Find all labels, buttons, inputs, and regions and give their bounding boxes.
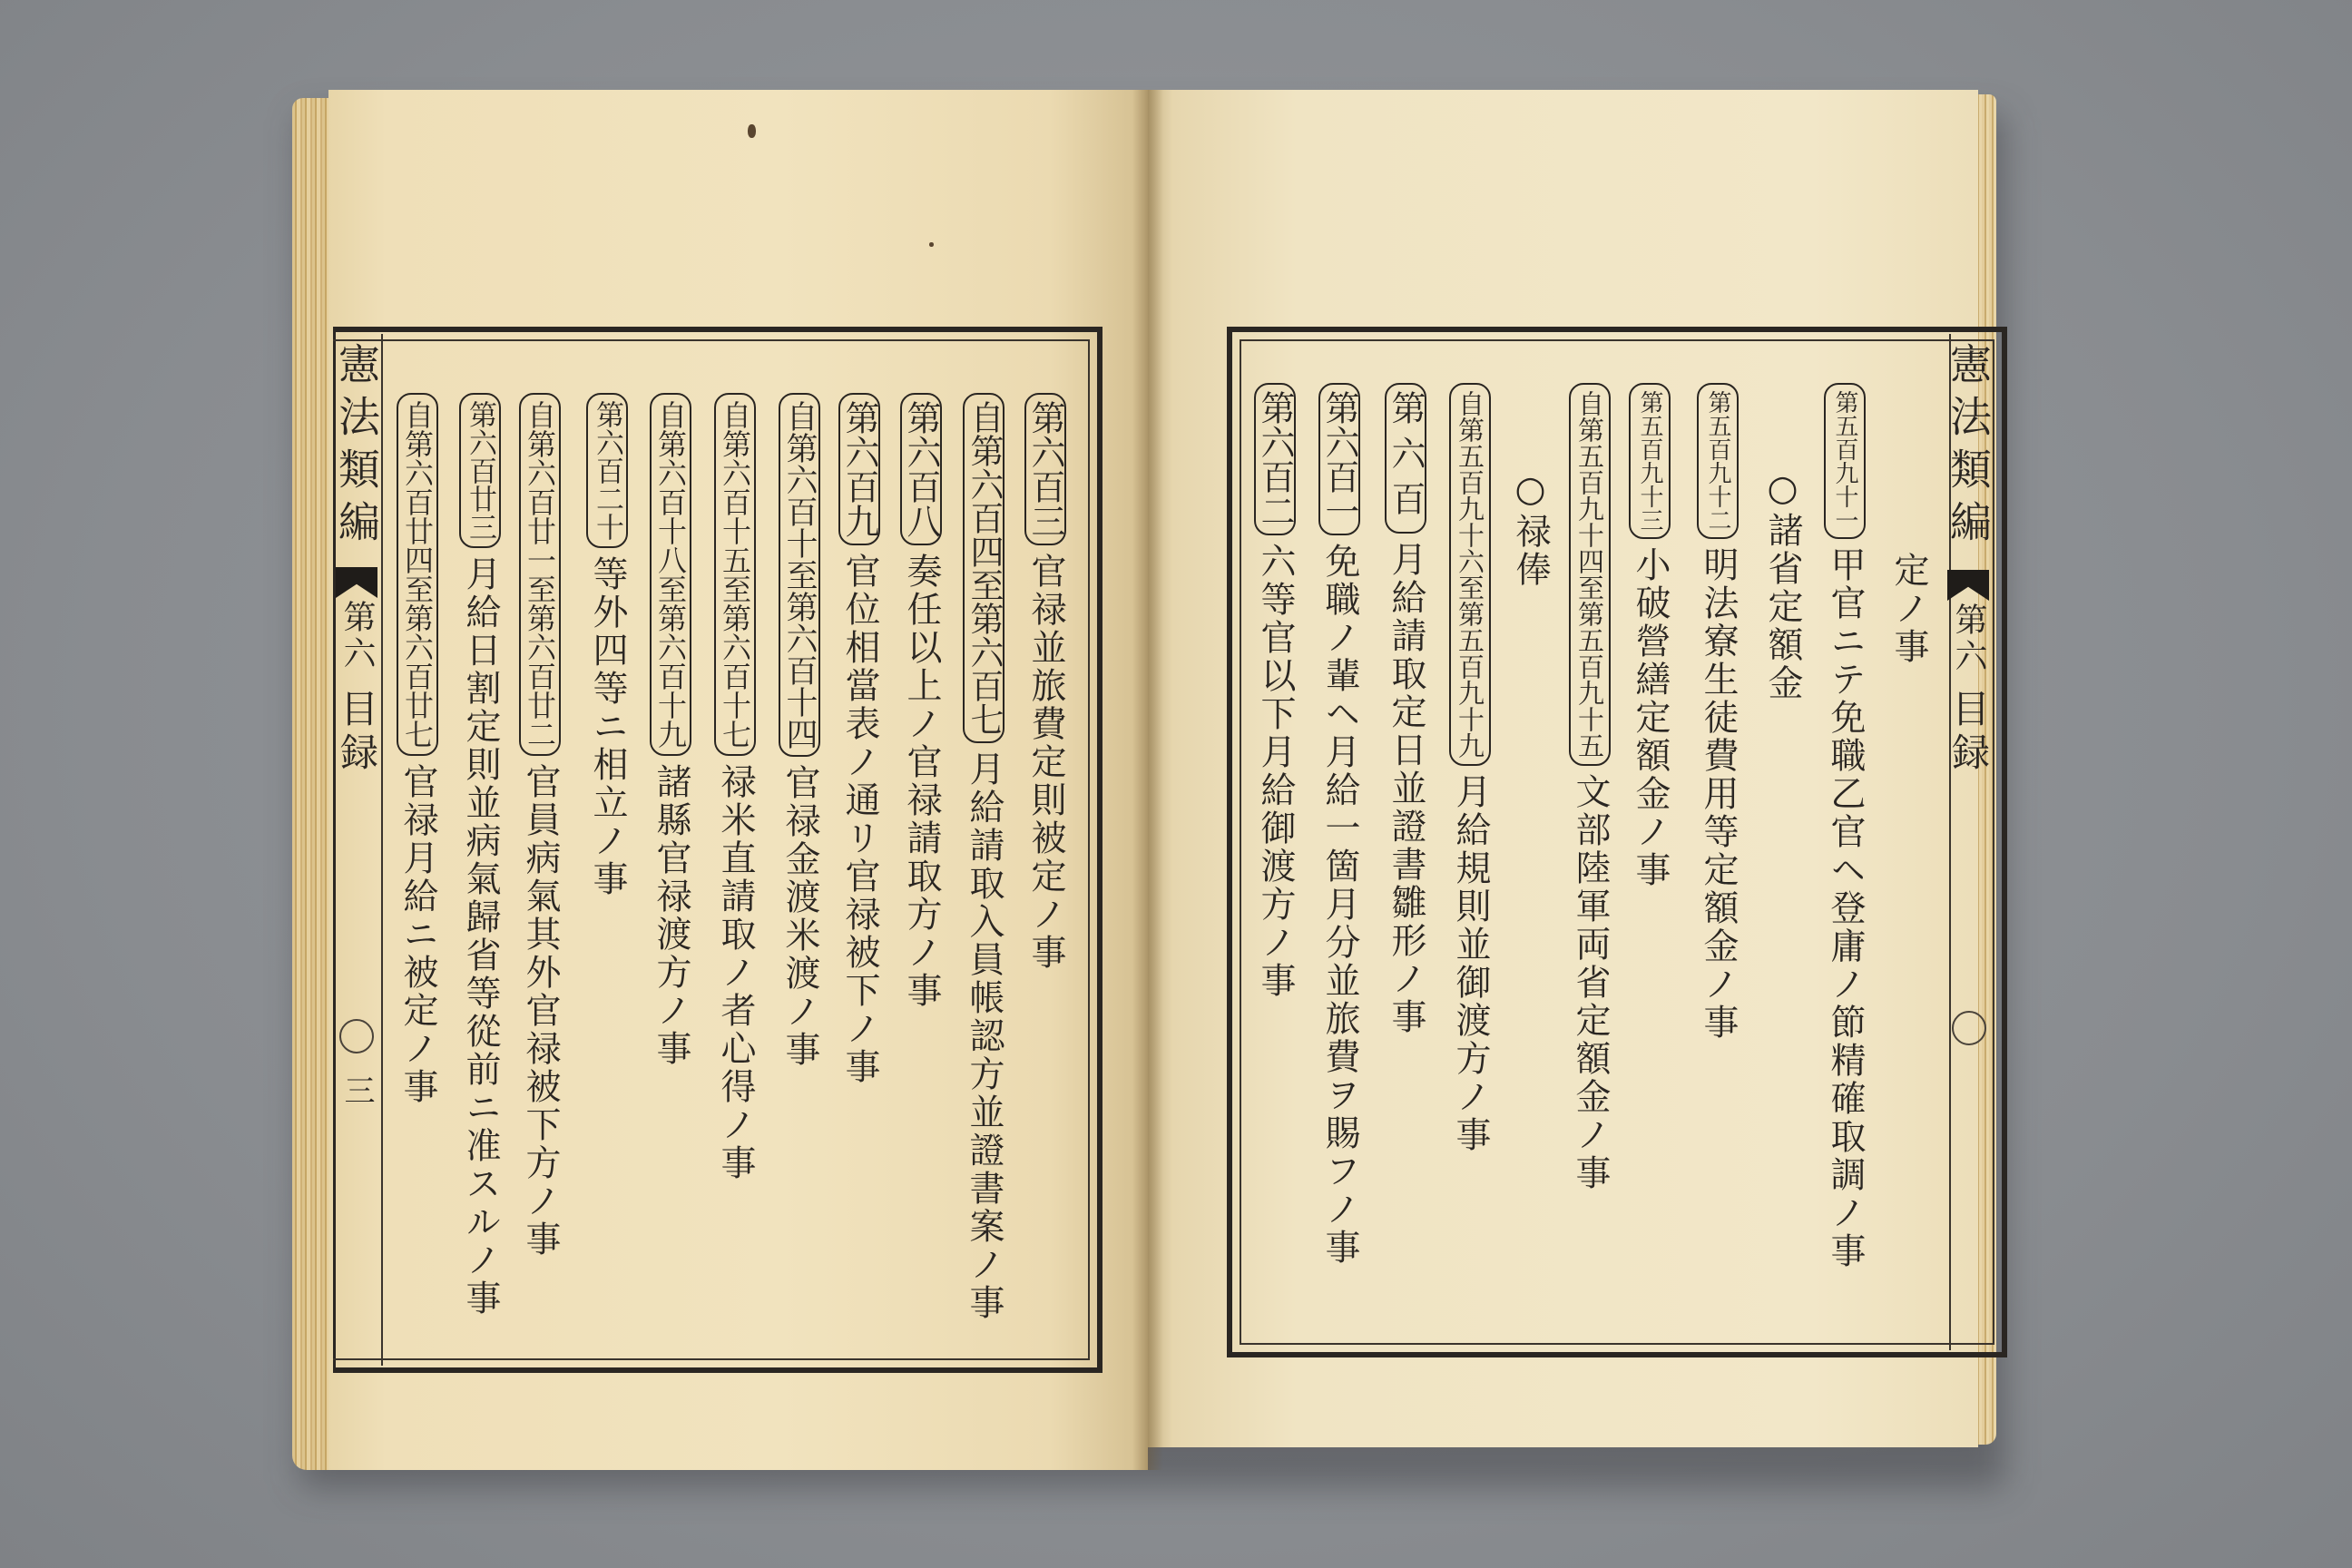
entry-title: 小破營繕定額金ノ事 [1630, 546, 1671, 889]
running-head-title [334, 342, 379, 553]
entry-number-tag: 自第六百廿四至第六百廿七 [397, 393, 438, 756]
continued-entry [1881, 552, 1936, 666]
entry-number-tag: 第六百九 [838, 393, 880, 545]
entry-number-tag: 自第六百廿一至第六百廿二 [519, 393, 561, 756]
entry-title: 月給請取定日並證書雛形ノ事 [1386, 541, 1426, 1036]
book-gutter [1132, 90, 1163, 1470]
running-head-title [1945, 342, 1991, 553]
right-page [1148, 90, 1993, 1447]
toc-entry [1248, 383, 1302, 1000]
toc-entry [1312, 383, 1367, 1267]
toc-entry [1378, 383, 1433, 1036]
toc-entry [643, 393, 698, 1068]
running-head-volume-text: 第六 [338, 600, 376, 672]
running-head-section [334, 689, 379, 776]
running-head-title-text: 憲法類編 [332, 342, 381, 553]
circle-mark [339, 1019, 374, 1054]
running-head-title-text: 憲法類編 [1944, 342, 1993, 553]
toc-entry [956, 393, 1011, 1322]
entry-title: 月給請取入員帳認方並證書案ノ事 [964, 750, 1004, 1322]
entry-title: 官員病氣其外官禄被下方ノ事 [520, 763, 561, 1259]
running-head-volume [334, 600, 379, 672]
entry-title: 官禄金渡米渡ノ事 [779, 764, 820, 1069]
entry-number-tag: 第五百九十一 [1824, 383, 1866, 539]
page-number-text: 三 [338, 1074, 375, 1105]
toc-entry [513, 393, 567, 1259]
toc-entry [390, 393, 445, 1106]
running-head-volume-text: 第六 [1950, 603, 1987, 675]
toc-entry [708, 393, 762, 1182]
toc-entry [1622, 383, 1677, 889]
entry-number-tag: 第六百廿三 [459, 393, 501, 548]
toc-entry [1443, 383, 1497, 1154]
entry-number-tag: 自第六百十至第六百十四 [779, 393, 820, 757]
section-heading [1503, 469, 1557, 589]
toc-entry [1690, 383, 1745, 1042]
entry-number-tag: 第六百一 [1318, 383, 1360, 535]
entry-title: 六等官以下月給御渡方ノ事 [1255, 543, 1296, 1000]
running-head-divider [381, 334, 383, 1366]
ink-spot [929, 242, 934, 247]
ink-spot [748, 124, 756, 138]
running-head-section-text: 目録 [335, 689, 379, 776]
entry-title: 月給日割定則並病氣歸省等從前ニ准スルノ事 [460, 555, 501, 1318]
running-head-section [1945, 689, 1991, 776]
running-head-volume [1945, 603, 1991, 675]
entry-number-tag: 第六百 [1385, 383, 1426, 534]
toc-entry [1563, 383, 1617, 1192]
entry-title: 免職ノ輩ヘ月給一箇月分並旅費ヲ賜フノ事 [1319, 543, 1360, 1267]
toc-entry [1018, 393, 1073, 972]
left-page [328, 90, 1148, 1470]
toc-entry [772, 393, 827, 1069]
entry-title: 明法寮生徒費用等定額金ノ事 [1698, 546, 1739, 1042]
toc-entry [453, 393, 507, 1318]
entry-number-tag: 第五百九十三 [1629, 383, 1671, 539]
entry-number-tag: 自第六百十八至第六百十九 [650, 393, 691, 756]
section-heading-text: ○諸省定額金 [1762, 468, 1803, 702]
entry-title: 禄米直請取ノ者心得ノ事 [715, 763, 756, 1182]
running-head-section-text: 目録 [1946, 689, 1991, 776]
entry-number-tag: 自第六百十五至第六百十七 [714, 393, 756, 756]
entry-title: 官禄並旅費定則被定ノ事 [1025, 553, 1066, 972]
entry-number-tag: 自第六百四至第六百七 [963, 393, 1004, 743]
entry-title: 甲官ニテ免職乙官ヘ登庸ノ節精確取調ノ事 [1825, 546, 1866, 1270]
entry-title: 官禄月給ニ被定ノ事 [397, 763, 438, 1106]
toc-entry [894, 393, 948, 1010]
entry-title: 奏任以上ノ官禄請取方ノ事 [901, 553, 942, 1010]
page-number [334, 1074, 379, 1105]
toc-entry [832, 393, 887, 1086]
toc-entry [580, 393, 634, 898]
entry-number-tag: 第六百三 [1024, 393, 1066, 545]
entry-title: 等外四等ニ相立ノ事 [587, 555, 628, 898]
continued-text: 定ノ事 [1888, 552, 1929, 666]
section-heading-text: ○禄俸 [1510, 469, 1551, 589]
entry-number-tag: 第六百八 [900, 393, 942, 545]
entry-title: 諸縣官禄渡方ノ事 [651, 763, 691, 1068]
entry-title: 月給規則並御渡方ノ事 [1450, 773, 1491, 1154]
entry-title: 官位相當表ノ通リ官禄被下ノ事 [839, 553, 880, 1086]
entry-number-tag: 第六百二 [1254, 383, 1296, 535]
circle-mark [1952, 1011, 1986, 1045]
entry-number-tag: 自第五百九十六至第五百九十九 [1449, 383, 1491, 766]
entry-number-tag: 第六百二十 [586, 393, 628, 548]
toc-entry [1818, 383, 1872, 1270]
entry-title: 文部陸軍両省定額金ノ事 [1570, 773, 1611, 1192]
entry-number-tag: 自第五百九十四至第五百九十五 [1569, 383, 1611, 766]
entry-number-tag: 第五百九十二 [1697, 383, 1739, 539]
section-heading [1755, 468, 1809, 702]
